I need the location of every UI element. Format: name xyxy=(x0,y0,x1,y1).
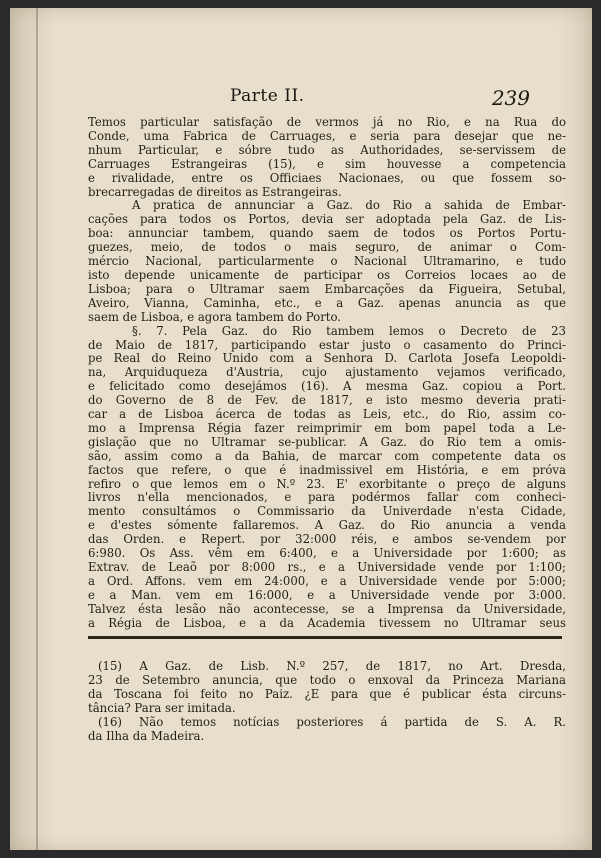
footnotes xyxy=(88,660,566,743)
text-line: Extrav. de Leaõ por 8:000 rs., e a Universidade vende por 1:100; xyxy=(88,561,566,574)
page-gutter-shadow xyxy=(36,8,38,850)
text-line: factos que refere, o que é inadmissivel em História, e em próva xyxy=(88,463,566,477)
running-header xyxy=(80,84,530,110)
footnote-line: (16) Não temos notícias posteriores á partida de S. A. R. xyxy=(98,715,566,729)
book-page xyxy=(10,8,592,850)
text-line: refiro o que lemos em o N.º 23. E' exorbitante o preço de alguns xyxy=(88,477,566,491)
text-line: pe Real do Reino Unido com a Senhora D. Carlota Josefa Leopoldi- xyxy=(88,352,566,366)
text-line: saem de Lisboa, e agora tambem do Porto. xyxy=(88,310,342,324)
section-title: Parte II. xyxy=(230,86,305,106)
footnote-line: da Ilha da Madeira. xyxy=(88,729,205,743)
text-line: Aveiro, Vianna, Caminha, etc., e a Gaz. apenas anuncia as que xyxy=(88,296,566,310)
text-line: §. 7. Pela Gaz. do Rio tambem lemos o Decreto de 23 xyxy=(132,324,566,338)
footnote-line: 23 de Setembro anuncia, que todo o enxoval da Princeza Mariana xyxy=(88,673,566,687)
text-line: de Maio de 1817, participando estar justo o casamento do Princi- xyxy=(88,338,566,352)
text-line: a Ord. Affons. vem em 24:000, e a Universidade vende por 5:000; xyxy=(88,574,566,588)
page-number: 239 xyxy=(491,86,530,110)
text-line: A pratica de annunciar a Gaz. do Rio a sahida de Embar- xyxy=(132,199,566,213)
footnote-line: tância? Para ser imitada. xyxy=(88,701,236,715)
text-line: e rivalidade, entre os Officiaes Nacionaes, ou que fossem so- xyxy=(88,171,566,185)
body-text xyxy=(88,116,566,631)
text-line: Conde, uma Fabrica de Carruages, e seria para desejar que ne- xyxy=(88,129,566,143)
text-line: cações para todos os Portos, devia ser adoptada pela Gaz. de Lis- xyxy=(88,213,566,227)
text-line: 6:980. Os Ass. vêm em 6:400, e a Universidade por 1:600; as xyxy=(88,547,566,561)
text-line: boa: annunciar tambem, quando saem de todos os Portos Portu- xyxy=(88,227,566,241)
text-line: do Governo de 8 de Fev. de 1817, e isto mesmo deveria prati- xyxy=(88,394,566,408)
text-line: e felicitado como desejámos (16). A mesma Gaz. copiou a Port. xyxy=(88,380,566,394)
text-line: mento consultámos o Commissario da Univerdade n'esta Cidade, xyxy=(88,505,566,519)
footnote-line: (15) A Gaz. de Lisb. N.º 257, de 1817, no Art. Dresda, xyxy=(98,660,566,673)
text-line: e a Man. vem em 16:000, e a Universidade vende por 3:000. xyxy=(88,588,566,602)
text-line: a Régia de Lisboa, e a da Academia tivessem no Ultramar seus xyxy=(88,616,566,630)
text-line: Carruages Estrangeiras (15), e sim houvesse a competencia xyxy=(88,157,566,171)
text-line: Temos particular satisfação de vermos já no Rio, e na Rua do xyxy=(88,116,566,129)
text-line: Lisboa; para o Ultramar saem Embarcações da Figueira, Setubal, xyxy=(88,282,566,296)
text-line: livros n'ella mencionados, e para podérmos fallar com conheci- xyxy=(88,491,566,505)
text-line: guezes, meio, de todos o mais seguro, de animar o Com- xyxy=(88,241,566,255)
text-line: na, Arquiduqueza d'Austria, cujo ajustamento vejamos verificado, xyxy=(88,366,566,380)
text-line: e d'estes sómente fallaremos. A Gaz. do Rio anuncia a venda xyxy=(88,519,566,533)
footnote-separator-rule xyxy=(88,636,562,639)
text-line: das Orden. e Repert. por 32:000 réis, e ambos se-vendem por xyxy=(88,533,566,547)
text-line: car a de Lisboa ácerca de todas as Leis, etc., do Rio, assim co- xyxy=(88,408,566,422)
text-line: gislação que no Ultramar se-publicar. A Gaz. do Rio tem a omis- xyxy=(88,435,566,449)
text-line: nhum Particular, e sóbre tudo as Authoridades, se-servissem de xyxy=(88,143,566,157)
text-line: brecarregadas de direitos as Estrangeiras. xyxy=(88,185,342,199)
text-line: mércio Nacional, particularmente o Nacional Ultramarino, e tudo xyxy=(88,255,566,269)
text-line: Talvez ésta lesão não acontecesse, se a Imprensa da Universidade, xyxy=(88,602,566,616)
footnote-line: da Toscana foi feito no Paiz. ¿E para que é publicar ésta circuns- xyxy=(88,687,566,701)
text-line: são, assim como a da Bahia, de marcar com competente data os xyxy=(88,449,566,463)
text-line: isto depende unicamente de participar os Correios locaes ao de xyxy=(88,268,566,282)
text-line: mo a Imprensa Régia fazer reimprimir em bom papel toda a Le- xyxy=(88,421,566,435)
